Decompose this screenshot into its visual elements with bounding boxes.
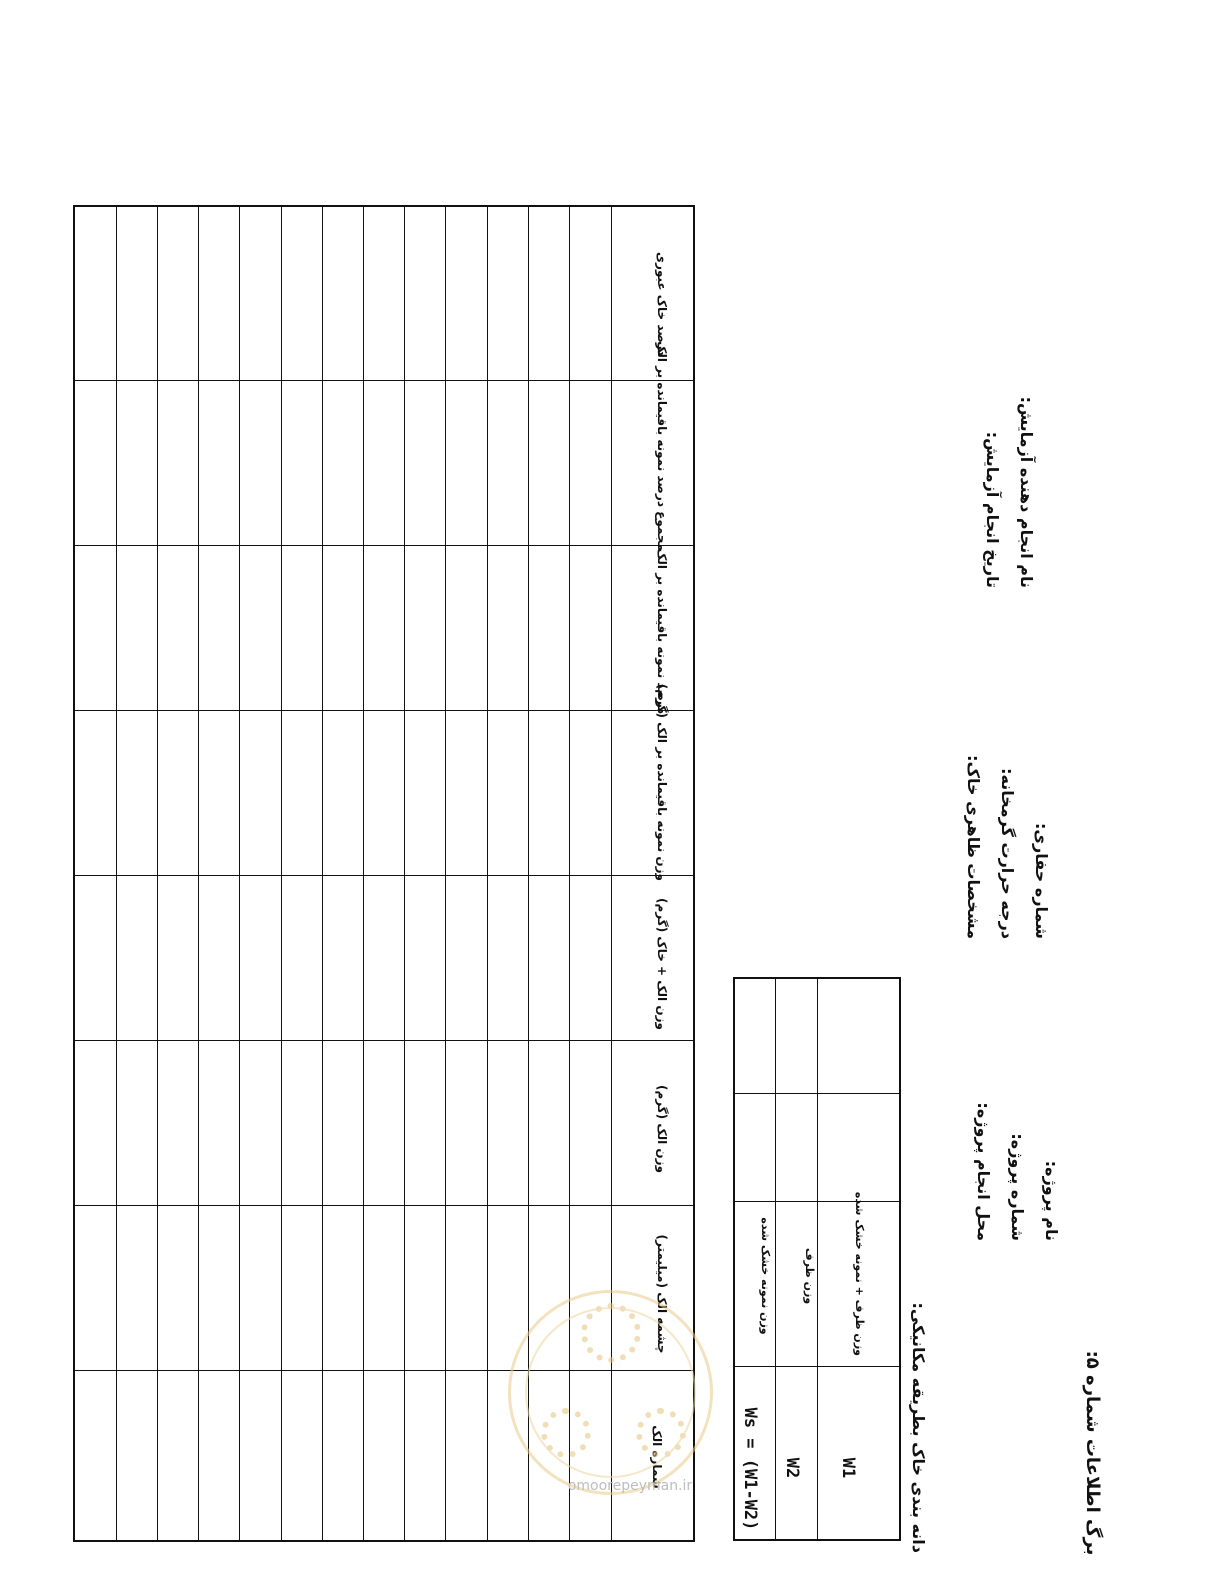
header-sieve-weight: وزن الک (گرم) [655,1084,669,1174]
project-number-label: شماره پروژه: [1008,1133,1027,1241]
header-sieve-opening: چشمه الک (میلیمتر) [655,1234,669,1354]
project-name-label: نام پروژه: [1042,1160,1061,1241]
header-sieve-plus-soil-weight: وزن الک + خاک (گرم) [655,898,669,1030]
header-retained-weight: وزن نمونه باقیمانده بر الک (گرم) [655,683,669,881]
small-table-title: دانه بندی خاک بطریقه مکانیکی: [909,1302,928,1553]
label-dry-sample-weight: وزن نمونه خشک شده [759,1217,772,1335]
header-sieve-number: شماره الک [650,1425,664,1489]
label-container-plus-dry-sample: وزن ظرف + نمونه خشک شده [853,1191,866,1356]
soil-description-label: مشخصات ظاهری خاک: [964,755,983,939]
symbol-w2: W2 [782,1457,802,1479]
header-passing-percent: درصد خاک عبوری [655,252,669,356]
test-date-label: تاریخ انجام آزمایش: [983,431,1002,588]
label-container-weight: وزن ظرف [803,1247,816,1305]
symbol-ws: Ws = (W1-W2) [740,1407,760,1531]
watermark-text: omoorepeyman.ir [567,1478,693,1494]
tester-name-label: نام انجام دهنده آزمایش: [1017,396,1036,588]
symbol-w1: W1 [838,1457,858,1479]
oven-temperature-label: درجه حرارت گرمخانه: [998,768,1017,939]
form-title: برگ اطلاعات شماره ۵: [1082,1350,1103,1556]
watermark-seal [508,1290,713,1495]
borehole-number-label: شماره حفاری: [1032,822,1051,939]
header-retained-percent: درصد نمونه باقیمانده بر الک [655,548,669,714]
header-cumulative-retained-percent: مجموع درصد نمونه باقیمانده بر الک [655,341,669,551]
project-location-label: محل انجام پروژه: [974,1102,993,1241]
